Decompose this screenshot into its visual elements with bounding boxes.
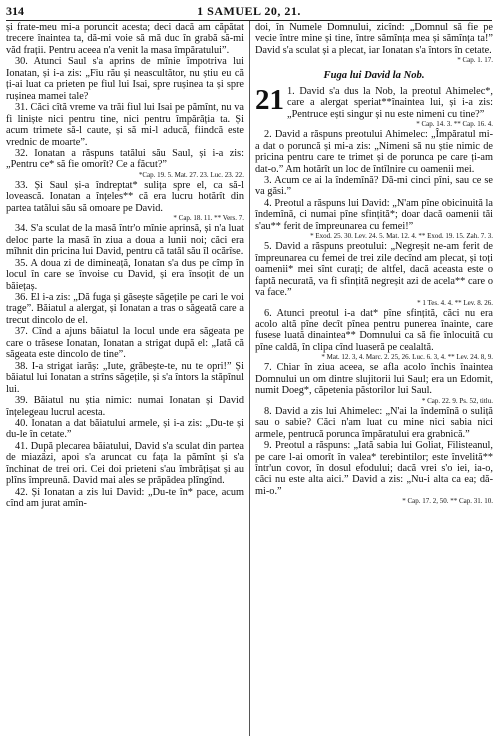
verse-text: 37. Cînd a ajuns băiatul la locul unde era săgeata pe care o trăsese Ionatan, Ionatan a strigat după el: „Iată că săgeata este dincolo de tine”. [6,326,244,361]
cross-reference: * Cap. 14. 3. ** Cap. 16. 4. [416,120,493,129]
column-divider [249,21,250,736]
verse-text: 39. Băiatul nu știa nimic: numai Ionatan și David înțelegeau lucrul acesta. [6,395,244,418]
verse-text: 4. Preotul a răspuns lui David: „N'am pîne obicinuită la îndemînă, ci numai pîne sfințită*; doar dacă oamenii tăi s'au** ferit de împreunarea cu femei!” [255,197,493,232]
cross-reference: * Mat. 12. 3, 4. Marc. 2. 25, 26. Luc. 6. 3, 4. ** Lev. 24. 8, 9. [321,353,493,362]
verse-text: 41. După plecarea băiatului, David s'a sculat din partea de miazăzi, apoi s'a aruncat cu fața la pămînt și s'a închinat de trei ori. Cei doi prieteni s'au îmbrățișat și au plîns împreună. David mai ales se prăpădea plîngînd. [6,440,244,487]
verse-text: 35. A doua zi de dimineață, Ionatan s'a dus pe cîmp în locul în care se învoise cu David, și era însoțit de un băiețaș. [6,257,244,292]
continued-text: și frate-meu mi-a poruncit acesta; deci dacă am căpătat trecere înaintea ta, dă-mi voie să mă duc în grabă să-mi văd frații. Pentru aceea n'a venit la masa împăratului”. [6,22,244,56]
verse-text: 6. Atunci preotul i-a dat* pîne sfințită, căci nu era acolo altă pîne decît pînea pentru punerea înainte, care fusese luată dinaintea** Domnului ca să fie înlocuită cu pîne caldă, în clipa cînd luaseră pe cealaltă. [255,307,493,353]
verse-text: 30. Atunci Saul s'a aprins de mînie împotriva lui Ionatan, și i-a zis: „Fiu rău și neascultător, nu știu eu că ți-ai luat ca prieten pe fiul lui Isai, spre rușinea ta și spre rușinea mamei tale? [6,56,244,102]
verse-text: 3. Acum ce ai la îndemînă? Dă-mi cinci pîni, sau ce se va găsi.” [255,174,493,198]
verse-text: 8. David a zis lui Ahimelec: „N'ai la îndemînă o suliță sau o sabie? Căci n'am luat cu mine nici sabia nici armele, pentrucă porunca împăratului era grabnică.” [255,405,493,440]
verse-text: 40. Ionatan a dat băiatului armele, și i-a zis: „Du-te și du-le în cetate.” [6,417,244,441]
verse-text: 33. Și Saul și-a îndreptat* sulița spre el, ca să-l lovească. Ionatan a înțeles** că era lucru hotărît din partea tatălui său să omoare pe David. [6,179,244,214]
verse-text: 2. David a răspuns preotului Ahimelec: „Împăratul mi-a dat o poruncă și mi-a zis: „Nimeni să nu știe nimic de pricina pentru care te trimet și de porunca pe care ți-am dat-o.” Am hotărît un loc de întîlnire cu oamenii mei. [255,129,493,175]
page-number: 314 [6,4,24,18]
chapter-number: 21 [255,83,284,116]
verse-text: 34. S'a sculat de la masă într'o mînie aprinsă, și n'a luat deloc parte la masă în ziua a doua a lunii noi; căci era mîhnit din pricina lui David, pentru că tatăl său îl ocărîse. [6,223,244,258]
cross-reference: * Exod. 25. 30. Lev. 24. 5. Mat. 12. 4. ** Exod. 19. 15. Zah. 7. 3. [310,232,493,241]
cross-reference: * Cap. 22. 9. Ps. 52, titlu. [421,396,493,405]
verse-text: 38. I-a strigat iarăș: „Iute, grăbește-te, nu te opri!” Și băiatul lui Ionatan a strîns săgețile, și s'a întors la stăpînul lui. [6,360,244,395]
continued-text: doi, în Numele Domnului, zicînd: „Domnul să fie pe vecie între mine și tine, între sămînța mea și sămînța ta!” David s'a sculat și a plecat, iar Ionatan s'a întors în cetate. [255,22,493,56]
chapter-start [255,83,493,120]
verse-text: 1. David s'a dus la Nob, la preotul Ahimelec*, care a alergat speriat**înaintea lui, și i-a zis: „Pentruce ești singur și nu este nimeni cu tine?” [287,85,493,120]
cross-reference: * Cap. 18. 11. ** Vers. 7. [173,214,244,223]
page-header [6,4,492,20]
verse-text: 32. Ionatan a răspuns tatălui său Saul, și i-a zis: „Pentru ce* să fie omorît? Ce a făcut?” [6,147,244,171]
verse-text: 5. David a răspuns preotului: „Negreșit ne-am ferit de împreunarea cu femei de trei zile decînd am plecat, și toți oamenii* mei sînt curați; de altfel, dacă aceasta este o faptă necurată, va fi sfințită negreșit azi de acela** care o va face.” [255,241,493,299]
running-title: 1 SAMUEL 20, 21. [197,4,301,18]
left-column [6,22,244,510]
verse-text: 42. Și Ionatan a zis lui David: „Du-te în* pace, acum cînd am jurat amîn- [6,486,244,510]
verse-text: 7. Chiar în ziua aceea, se afla acolo închis înaintea Domnului un om dintre slujitorii lui Saul; era un Edomit, numit Doeg*, căpetenia păstorilor lui Saul. [255,362,493,397]
section-heading: Fuga lui David la Nob. [323,70,425,82]
cross-reference: *Cap. 19. 5. Mat. 27. 23. Luc. 23. 22. [138,170,244,179]
cross-reference: * Cap. 17. 2, 50. ** Cap. 31. 10. [402,497,493,506]
verse-text: 31. Căci cîtă vreme va trăi fiul lui Isai pe pămînt, nu va fi liniște nici pentru tine, nici pentru împărăția ta. Și acum trimete să-l caute, și să mi-l aducă, fiindcă este vrednic de moarte”. [6,102,244,148]
right-column [255,22,493,506]
cross-reference: * 1 Tes. 4. 4. ** Lev. 8. 26. [417,298,493,307]
cross-reference: * Cap. 1. 17. [457,56,493,65]
verse-text: 36. El i-a zis: „Dă fuga și găsește săgețile pe cari le voi trage”. Băiatul a alergat, și Ionatan a tras o săgeată care a trecut dincolo de el. [6,291,244,326]
verse-text: 9. Preotul a răspuns: „Iată sabia lui Goliat, Filisteanul, pe care l-ai omorît în valea* terebintilor; este învelită** într'un covor, în dosul efodului; dacă vrei s'o iei, ia-o, căci nu este alta aici.” David a zis: „Nu-i alta ca ea; dă-mi-o.” [255,440,493,497]
